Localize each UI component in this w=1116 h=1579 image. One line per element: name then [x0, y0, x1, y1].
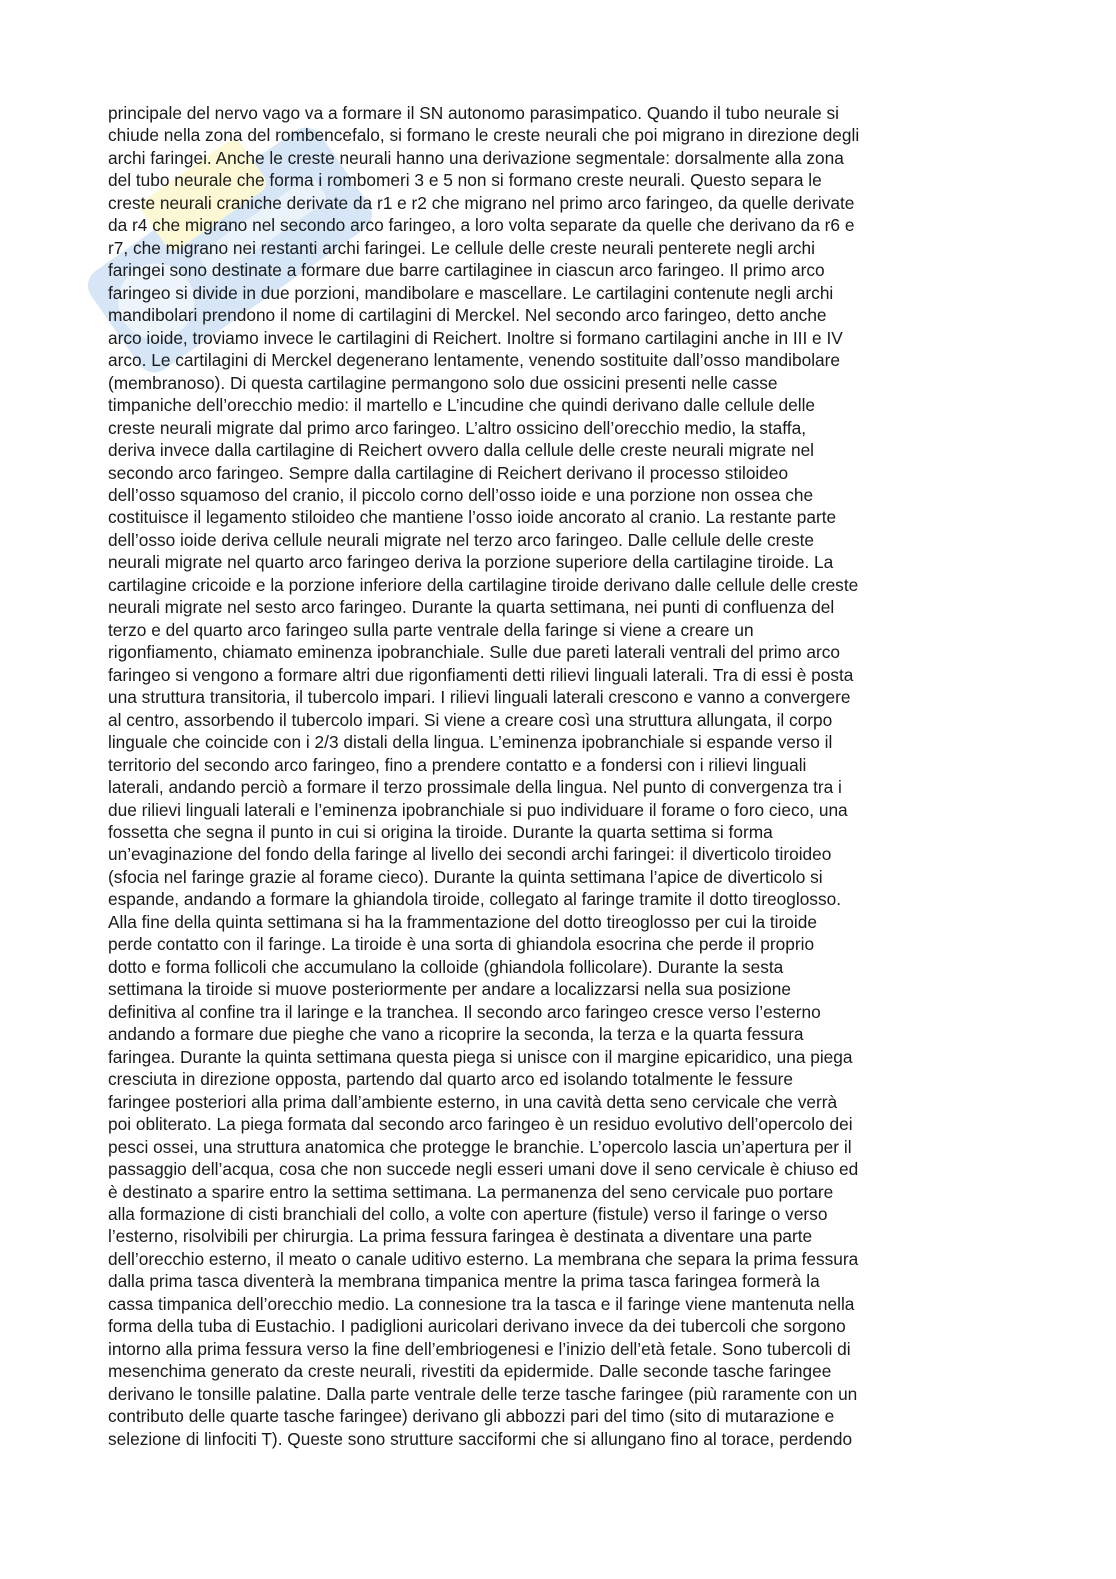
text-line: faringei sono destinate a formare due barre cartilaginee in ciascun arco faringeo. Il primo arco	[108, 260, 825, 281]
text-line: alla formazione di cisti branchiali del collo, a volte con aperture (fistule) verso il faringe o verso	[108, 1203, 828, 1224]
text-line: laterali, andando perciò a formare il terzo prossimale della lingua. Nel punto di convergenza tra i	[108, 777, 842, 798]
text-line: timpaniche dell’orecchio medio: il martello e L’incudine che quindi derivano dalle cellule delle	[108, 395, 816, 416]
text-line: una struttura transitoria, il tubercolo impari. I rilievi linguali laterali crescono e vanno a convergere	[108, 687, 851, 708]
text-line: principale del nervo vago va a formare il SN autonomo parasimpatico. Quando il tubo neurale si	[108, 103, 840, 123]
text-line: secondo arco faringeo. Sempre dalla cartilagine di Reichert derivano il processo stiloideo	[108, 462, 789, 483]
text-line: creste neurali migrate dal primo arco faringeo. L’altro ossicino dell’orecchio medio, la staffa,	[108, 417, 806, 438]
text-line: intorno alla prima fessura verso la fine dell’embriogenesi e l’inizio dell’età fetale. Sono tubercoli di	[108, 1338, 851, 1359]
text-line: settimana la tiroide si muove posteriormente per andare a localizzarsi nella sua posizione	[108, 979, 791, 1000]
text-line: contributo delle quarte tasche faringee) derivano gli abbozzi pari del timo (sito di mutarazione e	[108, 1406, 835, 1427]
text-line: faringee posteriori alla prima dall’ambiente esterno, in una cavità detta seno cervicale che verrà	[108, 1091, 838, 1112]
text-line: rigonfiamento, chiamato eminenza ipobranchiale. Sulle due pareti laterali ventrali del primo arco	[108, 642, 840, 663]
text-line: neurali migrate nel quarto arco faringeo deriva la porzione superiore della cartilagine tiroide. La	[108, 552, 834, 573]
text-line: al centro, assorbendo il tubercolo impari. Si viene a creare così una struttura allungata, il corpo	[108, 709, 833, 730]
text-line: un’evaginazione del fondo della faringe al livello dei secondi archi faringei: il diverticolo tiroideo	[108, 844, 832, 865]
text-line: fossetta che segna il punto in cui si origina la tiroide. Durante la quarta settima si forma	[108, 822, 773, 842]
text-line: linguale che coincide con i 2/3 distali della lingua. L’eminenza ipobranchiale si espande verso il	[108, 732, 833, 753]
text-line: dell’orecchio esterno, il meato o canale uditivo esterno. La membrana che separa la prima fessura	[108, 1248, 859, 1269]
text-line: definitiva al confine tra il laringe e la tranchea. Il secondo arco faringeo cresce verso l’esterno	[108, 1001, 821, 1022]
body-paragraph	[108, 102, 1008, 1450]
text-line: arco. Le cartilagini di Merckel degenerano lentamente, venendo sostituite dall’osso mandibolare	[108, 350, 841, 371]
text-line: mandibolari prendono il nome di cartilagini di Merckel. Nel secondo arco faringeo, detto anche	[108, 305, 827, 326]
text-line: espande, andando a formare la ghiandola tiroide, collegato al faringe tramite il dotto tireoglosso.	[108, 889, 841, 910]
text-line: cartilagine cricoide e la porzione inferiore della cartilagine tiroide derivano dalle cellule delle creste	[108, 574, 859, 595]
text-line: faringeo si divide in due porzioni, mandibolare e mascellare. Le cartilagini contenute negli archi	[108, 282, 834, 303]
text-line: poi obliterato. La piega formata dal secondo arco faringeo è un residuo evolutivo dell’opercolo dei	[108, 1114, 853, 1135]
text-line: (sfocia nel faringe grazie al forame cieco). Durante la quinta settimana l’apice de diverticolo si	[108, 866, 823, 887]
text-line: da r4 che migrano nel secondo arco faringeo, a loro volta separate da quelle che derivano da r6 e	[108, 215, 855, 236]
text-line: cassa timpanica dell’orecchio medio. La connesione tra la tasca e il faringe viene mantenuta nella	[108, 1293, 855, 1314]
text-line: Alla fine della quinta settimana si ha la frammentazione del dotto tireoglosso per cui la tiroide	[108, 911, 817, 932]
text-line: (membranoso). Di questa cartilagine permangono solo due ossicini presenti nelle casse	[108, 372, 778, 393]
text-line: passaggio dell’acqua, cosa che non succede negli esseri umani dove il seno cervicale è chiuso ed	[108, 1159, 859, 1180]
text-line: del tubo neurale che forma i rombomeri 3 e 5 non si formano creste neurali. Questo separa le	[108, 170, 822, 191]
text-line: r7, che migrano nei restanti archi faringei. Le cellule delle creste neurali penterete negli archi	[108, 237, 816, 258]
text-line: derivano le tonsille palatine. Dalla parte ventrale delle terze tasche faringee (più raramente con un	[108, 1383, 858, 1404]
text-line: due rilievi linguali laterali e l’eminenza ipobranchiale si puo individuare il forame o foro cieco, una	[108, 799, 848, 820]
text-line: andando a formare due pieghe che vano a ricoprire la seconda, la terza e la quarta fessura	[108, 1024, 804, 1045]
text-line: pesci ossei, una struttura anatomica che protegge le branchie. L’opercolo lascia un’apertura per il	[108, 1136, 852, 1157]
text-line: costituisce il legamento stiloideo che mantiene l’osso ioide ancorato al cranio. La restante parte	[108, 507, 837, 528]
text-line: archi faringei. Anche le creste neurali hanno una derivazione segmentale: dorsalmente alla zona	[108, 147, 844, 168]
text-line: dell’osso squamoso del cranio, il piccolo corno dell’osso ioide e una porzione non ossea che	[108, 484, 814, 505]
text-line: dalla prima tasca diventerà la membrana timpanica mentre la prima tasca faringea formerà la	[108, 1271, 820, 1292]
text-line: terzo e del quarto arco faringeo sulla parte ventrale della faringe si viene a creare un	[108, 619, 754, 640]
text-line: chiude nella zona del rombencefalo, si formano le creste neurali che poi migrano in direzione degli	[108, 125, 860, 146]
text-line: creste neurali craniche derivate da r1 e r2 che migrano nel primo arco faringeo, da quelle derivate	[108, 192, 855, 213]
text-line: forma della tuba di Eustachio. I padiglioni auricolari derivano invece da dei tubercoli che sorgono	[108, 1316, 846, 1337]
text-line: neurali migrate nel sesto arco faringeo. Durante la quarta settimana, nei punti di confluenza del	[108, 597, 835, 618]
text-line: mesenchima generato da creste neurali, rivestiti da epidermide. Dalle seconde tasche faringee	[108, 1361, 832, 1382]
text-line: è destinato a sparire entro la settima settimana. La permanenza del seno cervicale puo portare	[108, 1181, 834, 1202]
text-line: perde contatto con il faringe. La tiroide è una sorta di ghiandola esocrina che perde il proprio	[108, 934, 815, 955]
text-line: dell’osso ioide deriva cellule neurali migrate nel terzo arco faringeo. Dalle cellule delle creste	[108, 529, 815, 550]
text-line: arco ioide, troviamo invece le cartilagini di Reichert. Inoltre si formano cartilagini anche in III e IV	[108, 327, 843, 348]
text-line: faringea. Durante la quinta settimana questa piega si unisce con il margine epicaridico, una piega	[108, 1046, 853, 1067]
text-line: deriva invece dalla cartilagine di Reichert ovvero dalla cellule delle creste neurali migrate nel	[108, 440, 815, 461]
text-line: dotto e forma follicoli che accumulano la colloide (ghiandola follicolare). Durante la sesta	[108, 956, 784, 977]
text-line: territorio del secondo arco faringeo, fino a prendere contatto e a fondersi con i rilievi linguali	[108, 754, 807, 775]
text-line: faringeo si vengono a formare altri due rigonfiamenti detti rilievi linguali laterali. Tra di essi è posta	[108, 664, 854, 685]
text-line: cresciuta in direzione opposta, partendo dal quarto arco ed isolando totalmente le fessure	[108, 1069, 793, 1090]
text-line: l’esterno, risolvibili per chirurgia. La prima fessura faringea è destinata a diventare una parte	[108, 1226, 813, 1247]
text-line: selezione di linfociti T). Queste sono strutture sacciformi che si allungano fino al torace, perdendo	[108, 1428, 853, 1449]
